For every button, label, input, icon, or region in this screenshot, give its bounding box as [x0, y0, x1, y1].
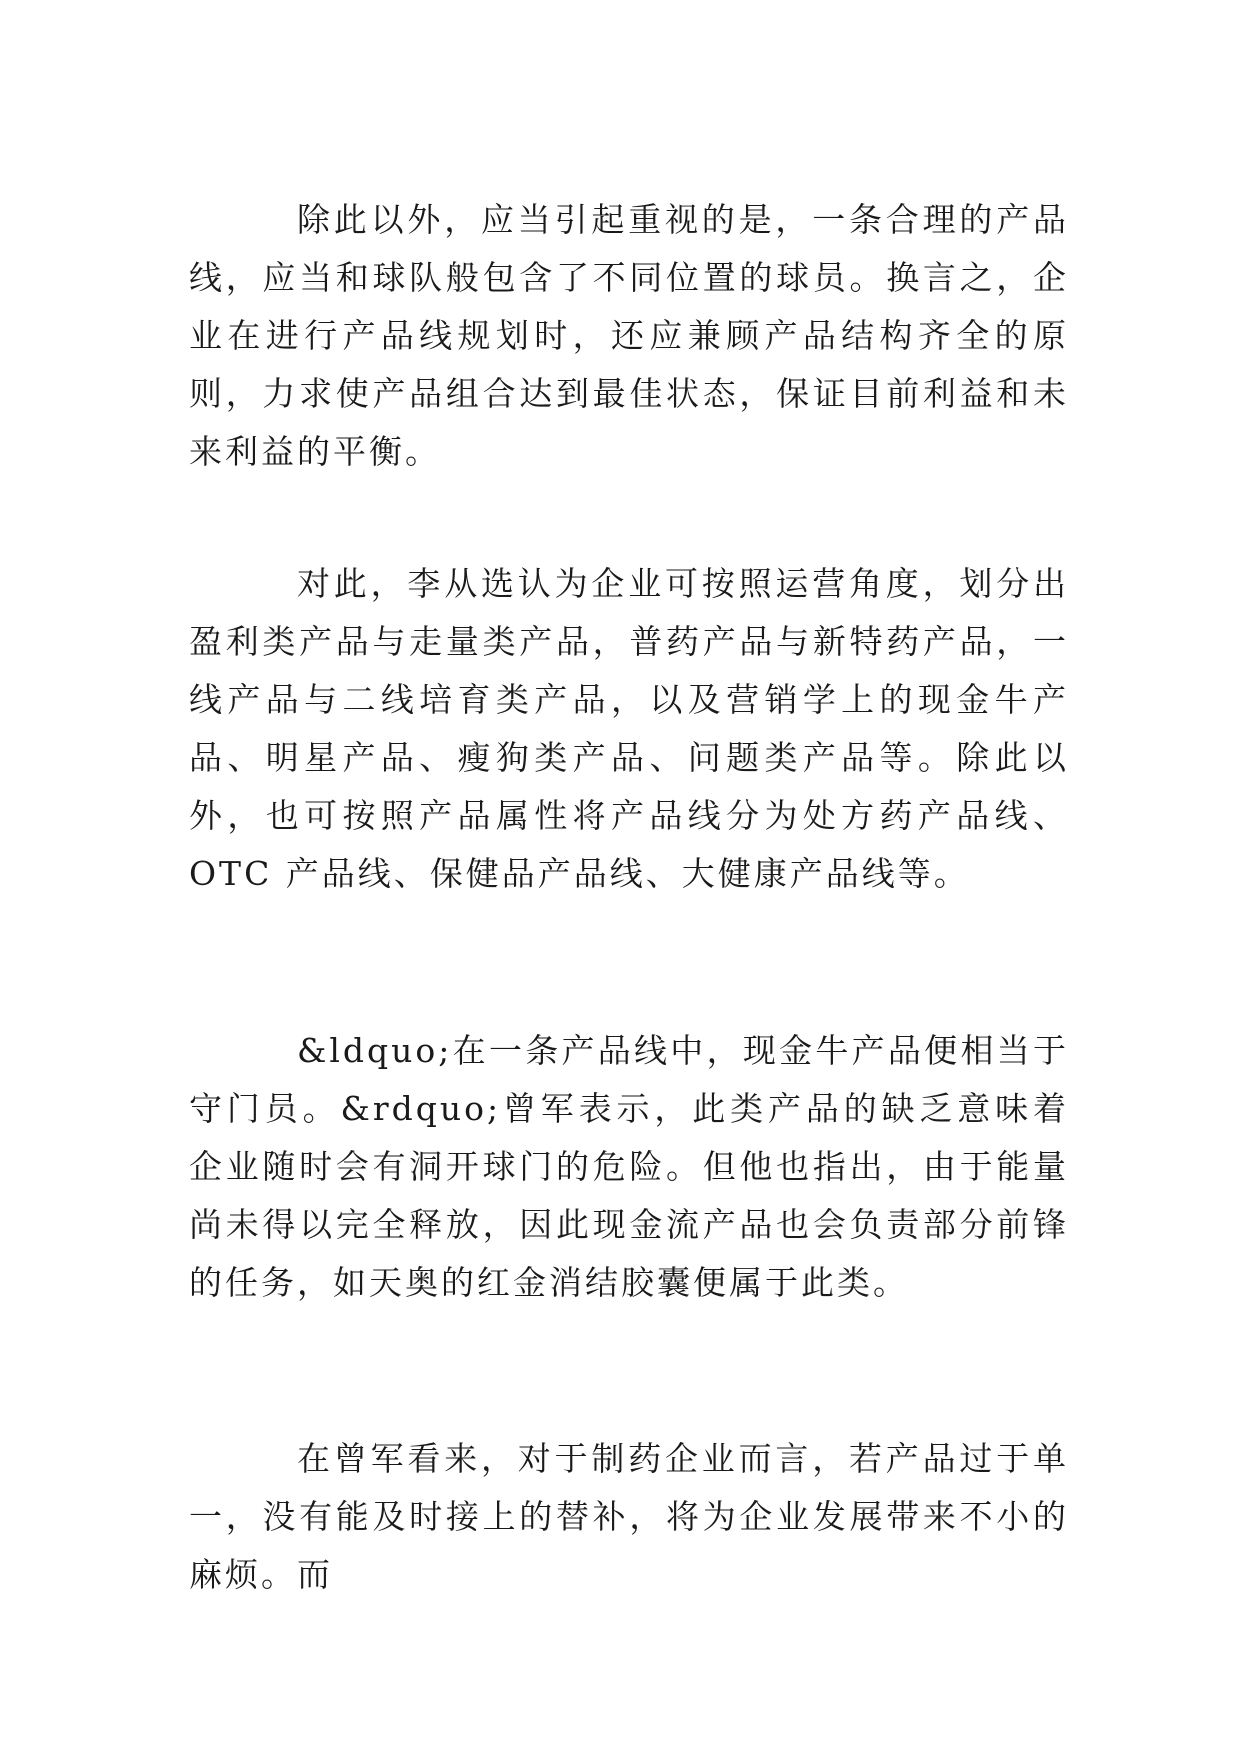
paragraph-cash-cow-goalkeeper: &ldquo;在一条产品线中，现金牛产品便相当于守门员。&rdquo;曾军表示，此类产品的缺乏意味着企业随时会有洞开球门的危险。但他也指出，由于能量尚未得以完全释放，因此现金流产品也会负责部分前锋的任务，如天奥的红金消结胶囊便属于此类。	[189, 1031, 1069, 1302]
paragraph-product-classification: 对此，李从选认为企业可按照运营角度，划分出盈利类产品与走量类产品，普药产品与新特药产品，一线产品与二线培育类产品，以及营销学上的现金牛产品、明星产品、瘦狗类产品、问题类产品等。除此以外，也可按照产品属性将产品线分为处方药产品线、OTC 产品线、保健品产品线、大健康产品线等。	[189, 564, 1069, 893]
paragraph-product-line-balance: 除此以外，应当引起重视的是，一条合理的产品线，应当和球队般包含了不同位置的球员。换言之，企业在进行产品线规划时，还应兼顾产品结构齐全的原则，力求使产品组合达到最佳状态，保证目前利益和未来利益的平衡。	[189, 200, 1069, 471]
paragraph-single-product-risk: 在曾军看来，对于制药企业而言，若产品过于单一，没有能及时接上的替补，将为企业发展带来不小的麻烦。而	[189, 1439, 1069, 1594]
